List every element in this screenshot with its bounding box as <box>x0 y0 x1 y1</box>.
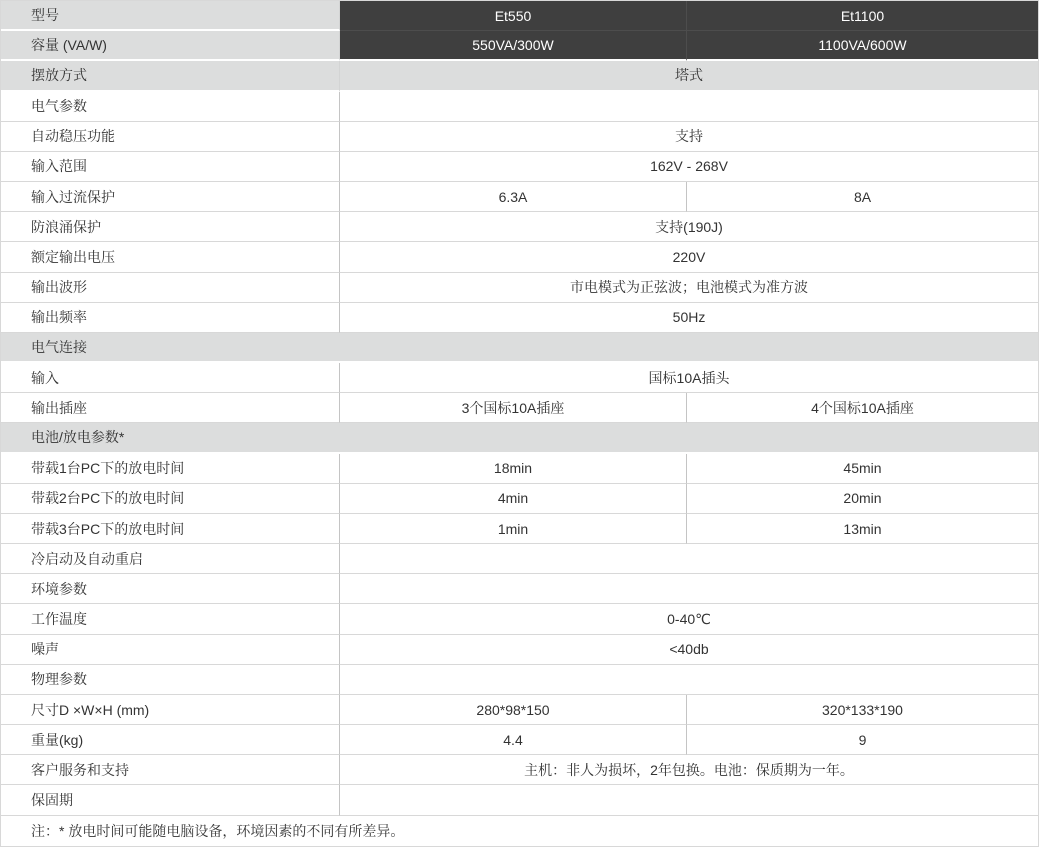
spec-label: 物理参数 <box>1 665 340 695</box>
spec-value-et1100: 4个国标10A插座 <box>687 393 1038 423</box>
spec-value-span: 塔式 <box>340 61 1038 91</box>
spec-value-empty <box>340 574 1038 604</box>
spec-value-empty <box>340 665 1038 695</box>
spec-value-et1100: 13min <box>687 514 1038 544</box>
spec-label: 尺寸D ×W×H (mm) <box>1 695 340 725</box>
spec-label: 输入范围 <box>1 152 340 182</box>
spec-label: 工作温度 <box>1 604 340 634</box>
spec-value-et550: 6.3A <box>340 182 687 212</box>
table-row <box>1 755 1038 785</box>
spec-value-span: 220V <box>340 242 1038 272</box>
spec-value-et1100: 320*133*190 <box>687 695 1038 725</box>
table-row <box>1 273 1038 303</box>
spec-value-et1100: 8A <box>687 182 1038 212</box>
spec-value-et1100: 1100VA/600W <box>687 31 1038 61</box>
spec-label: 客户服务和支持 <box>1 755 340 785</box>
spec-label: 带载3台PC下的放电时间 <box>1 514 340 544</box>
spec-value-et550: 1min <box>340 514 687 544</box>
spec-value-span: 国标10A插头 <box>340 363 1038 393</box>
spec-label: 输入 <box>1 363 340 393</box>
table-row <box>1 212 1038 242</box>
spec-value-span: 市电模式为正弦波；电池模式为准方波 <box>340 273 1038 303</box>
table-row <box>1 182 1038 212</box>
spec-value-span: 支持 <box>340 122 1038 152</box>
spec-label: 重量(kg) <box>1 725 340 755</box>
table-row <box>1 61 1038 91</box>
table-row <box>1 303 1038 333</box>
footer-note-row <box>1 816 1038 846</box>
spec-label: 自动稳压功能 <box>1 122 340 152</box>
spec-value-et550: 18min <box>340 454 687 484</box>
table-row <box>1 574 1038 604</box>
table-row <box>1 363 1038 393</box>
spec-value-span: 162V - 268V <box>340 152 1038 182</box>
spec-label: 电气参数 <box>1 92 340 122</box>
section-title: 电气连接 <box>1 333 1038 363</box>
footnote-text: 注：* 放电时间可能随电脑设备，环境因素的不同有所差异。 <box>1 816 1038 846</box>
table-row <box>1 92 1038 122</box>
table-row <box>1 665 1038 695</box>
spec-value-span: 0-40℃ <box>340 604 1038 634</box>
spec-value-et1100: 9 <box>687 725 1038 755</box>
spec-value-et1100: 45min <box>687 454 1038 484</box>
section-row <box>1 333 1038 363</box>
spec-label: 噪声 <box>1 635 340 665</box>
spec-label: 摆放方式 <box>1 61 340 91</box>
spec-label: 容量 (VA/W) <box>1 31 340 61</box>
spec-value-et550: Et550 <box>340 1 687 31</box>
section-title: 电池/放电参数* <box>1 423 1038 453</box>
spec-label: 额定输出电压 <box>1 242 340 272</box>
section-row <box>1 423 1038 453</box>
spec-value-span: <40db <box>340 635 1038 665</box>
spec-label: 冷启动及自动重启 <box>1 544 340 574</box>
spec-value-et550: 280*98*150 <box>340 695 687 725</box>
spec-value-et1100: Et1100 <box>687 1 1038 31</box>
spec-label: 输出波形 <box>1 273 340 303</box>
spec-label: 输出插座 <box>1 393 340 423</box>
model-header-row <box>1 1 1038 31</box>
table-row <box>1 725 1038 755</box>
table-row <box>1 122 1038 152</box>
spec-value-et550: 4min <box>340 484 687 514</box>
table-row <box>1 454 1038 484</box>
spec-value-et550: 550VA/300W <box>340 31 687 61</box>
spec-value-et550: 4.4 <box>340 725 687 755</box>
spec-label: 环境参数 <box>1 574 340 604</box>
spec-value-span: 主机：非人为损坏，2年包换。电池：保质期为一年。 <box>340 755 1038 785</box>
table-row <box>1 514 1038 544</box>
spec-value-span: 支持(190J) <box>340 212 1038 242</box>
table-row <box>1 635 1038 665</box>
table-row <box>1 484 1038 514</box>
model-header-row <box>1 31 1038 61</box>
spec-value-et1100: 20min <box>687 484 1038 514</box>
table-row <box>1 393 1038 423</box>
spec-label: 保固期 <box>1 785 340 815</box>
spec-value-empty <box>340 544 1038 574</box>
spec-label: 防浪涌保护 <box>1 212 340 242</box>
table-row <box>1 242 1038 272</box>
spec-value-et550: 3个国标10A插座 <box>340 393 687 423</box>
spec-value-span: 50Hz <box>340 303 1038 333</box>
table-row <box>1 785 1038 815</box>
spec-label: 输出频率 <box>1 303 340 333</box>
spec-value-empty <box>340 785 1038 815</box>
table-row <box>1 604 1038 634</box>
spec-label: 型号 <box>1 1 340 31</box>
table-row <box>1 544 1038 574</box>
spec-label: 带载2台PC下的放电时间 <box>1 484 340 514</box>
table-row <box>1 695 1038 725</box>
spec-label: 带载1台PC下的放电时间 <box>1 454 340 484</box>
spec-label: 输入过流保护 <box>1 182 340 212</box>
table-row <box>1 152 1038 182</box>
spec-value-empty <box>340 92 1038 122</box>
